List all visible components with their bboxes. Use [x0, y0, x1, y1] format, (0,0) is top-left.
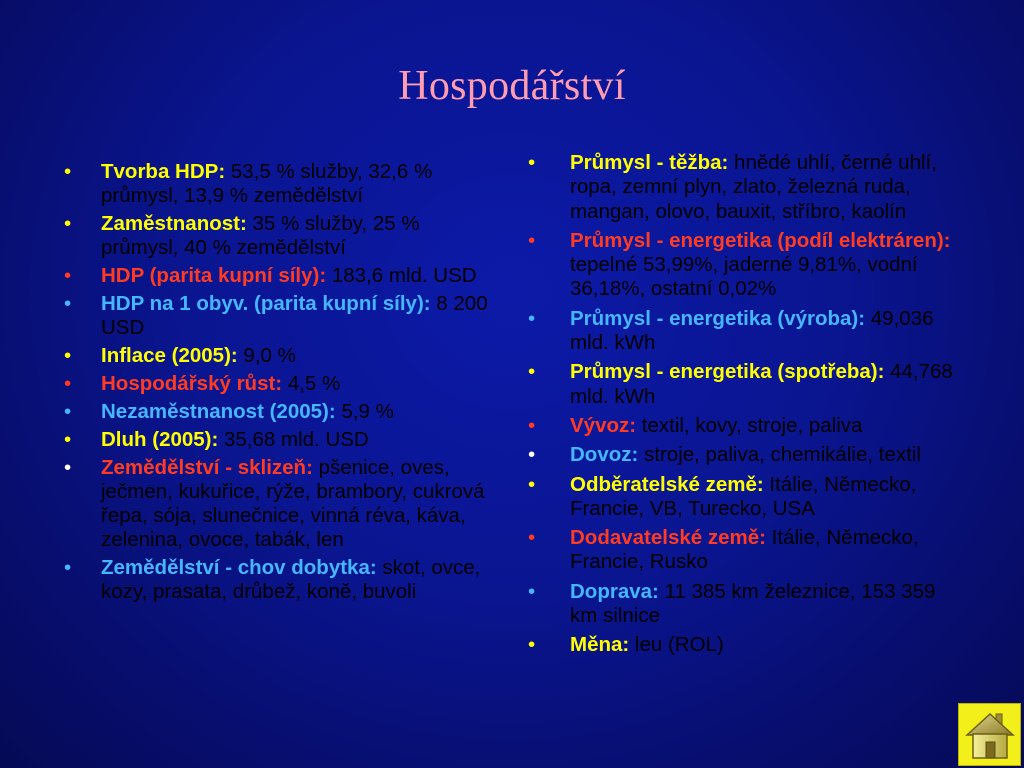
- item-value: hnědé uhlí, černé uhlí, ropa, zemní plyn, zlato, železná ruda, mangan, olovo, bauxit, stříbro, kaolín: [570, 151, 937, 223]
- item-label: Nezaměstnanost (2005):: [101, 400, 336, 423]
- item-value: skot, ovce, kozy, prasata, drůbež, koně, buvoli: [101, 556, 481, 603]
- item-value: 183,6 mld. USD: [326, 264, 477, 287]
- bullet-marker: •: [528, 306, 536, 330]
- item-value: textil, kovy, stroje, paliva: [636, 413, 863, 437]
- item-label: Zemědělství - chov dobytka:: [101, 556, 377, 579]
- item-label: Průmysl - těžba:: [570, 151, 729, 174]
- right-bullet-list: [528, 151, 968, 663]
- item-value: Itálie, Německo, Francie, VB, Turecko, USA: [570, 472, 917, 520]
- bullet-marker: •: [64, 212, 72, 235]
- list-item-chov-dobytka: [64, 556, 494, 604]
- item-value: 4,5 %: [282, 372, 341, 395]
- item-label: Doprava:: [570, 579, 659, 603]
- item-label: HDP (parita kupní síly):: [101, 264, 327, 287]
- item-value: leu (ROL): [629, 633, 724, 657]
- item-label: Zaměstnanost:: [101, 212, 247, 235]
- item-value: stroje, paliva, chemikálie, textil: [638, 443, 921, 467]
- item-value: pšenice, oves, ječmen, kukuřice, rýže, brambory, cukrová řepa, sója, slunečnice, vinná réva, káva, zelenina, ovoce, tabák, len: [101, 456, 485, 551]
- bullet-marker: •: [528, 526, 536, 550]
- item-label: Zemědělství - sklizeň:: [101, 456, 313, 479]
- list-item-vyvoz: [528, 414, 968, 438]
- list-item-spotreba: [528, 360, 968, 409]
- list-item-odberatelske-zeme: [528, 473, 968, 522]
- list-item-doprava: [528, 580, 968, 629]
- home-icon: [963, 708, 1018, 763]
- item-value: 35,68 mld. USD: [218, 428, 369, 451]
- bullet-marker: •: [528, 151, 536, 174]
- item-label: HDP na 1 obyv. (parita kupní síly):: [101, 292, 431, 315]
- bullet-marker: •: [64, 344, 72, 367]
- bullet-marker: •: [528, 633, 536, 657]
- list-item-zamestnanost: [64, 212, 494, 260]
- left-bullet-list: [64, 160, 494, 608]
- bullet-marker: •: [528, 360, 536, 384]
- bullet-marker: •: [64, 372, 72, 395]
- bullet-marker: •: [64, 292, 72, 315]
- bullet-marker: •: [528, 579, 536, 603]
- item-label: Průmysl - energetika (výroba):: [570, 306, 866, 330]
- item-value: 49,036 mld. kWh: [570, 306, 934, 355]
- list-item-hospodarsky-rust: [64, 372, 494, 396]
- item-label: Odběratelské země:: [570, 472, 764, 496]
- item-value: Itálie, Německo, Francie, Rusko: [570, 526, 919, 574]
- list-item-hdp-parita: [64, 264, 494, 288]
- list-item-dluh: [64, 428, 494, 452]
- list-item-sklizen: [64, 456, 494, 552]
- bullet-marker: •: [528, 443, 536, 467]
- list-item-tvorba-hdp: [64, 160, 494, 208]
- item-value: 53,5 % služby, 32,6 % průmysl, 13,9 % zemědělství: [101, 160, 433, 207]
- bullet-marker: •: [64, 428, 72, 451]
- bullet-marker: •: [528, 228, 536, 252]
- item-label: Měna:: [570, 633, 630, 657]
- list-item-vyroba: [528, 307, 968, 356]
- bullet-marker: •: [528, 472, 536, 496]
- bullet-marker: •: [64, 160, 72, 183]
- list-item-dovoz: [528, 443, 968, 467]
- bullet-marker: •: [64, 456, 72, 479]
- item-label: Dodavatelské země:: [570, 526, 766, 550]
- list-item-podil-elektraren: [528, 229, 968, 302]
- bullet-marker: •: [64, 400, 72, 423]
- slide-title: Hospodářství: [398, 63, 626, 109]
- item-value: 8 200 USD: [101, 292, 488, 339]
- item-label: Vývoz:: [570, 413, 637, 437]
- list-item-dodavatelske-zeme: [528, 526, 968, 575]
- list-item-inflace: [64, 344, 494, 368]
- item-label: Hospodářský růst:: [101, 372, 283, 395]
- item-label: Průmysl - energetika (spotřeba):: [570, 360, 885, 384]
- list-item-mena: [528, 633, 968, 657]
- item-label: Tvorba HDP:: [101, 160, 226, 183]
- list-item-nezamestnanost: [64, 400, 494, 424]
- bullet-marker: •: [64, 556, 72, 579]
- item-label: Dluh (2005):: [101, 428, 219, 451]
- list-item-hdp-na-obyv: [64, 292, 494, 340]
- item-value: 11 385 km železnice, 153 359 km silnice: [570, 579, 936, 628]
- item-label: Dovoz:: [570, 443, 639, 467]
- bullet-marker: •: [64, 264, 72, 287]
- item-value: tepelné 53,99%, jaderné 9,81%, vodní 36,18%, ostatní 0,02%: [570, 253, 918, 301]
- item-label: Inflace (2005):: [101, 344, 238, 367]
- list-item-tezba: [528, 151, 968, 224]
- item-value: 35 % služby, 25 % průmysl, 40 % zemědělství: [101, 212, 420, 259]
- bullet-marker: •: [528, 413, 536, 437]
- item-value: 44,768 mld. kWh: [570, 360, 953, 408]
- home-button[interactable]: [958, 703, 1021, 766]
- item-value: 5,9 %: [335, 400, 394, 423]
- item-value: 9,0 %: [237, 344, 296, 367]
- item-label: Průmysl - energetika (podíl elektráren):: [570, 228, 951, 252]
